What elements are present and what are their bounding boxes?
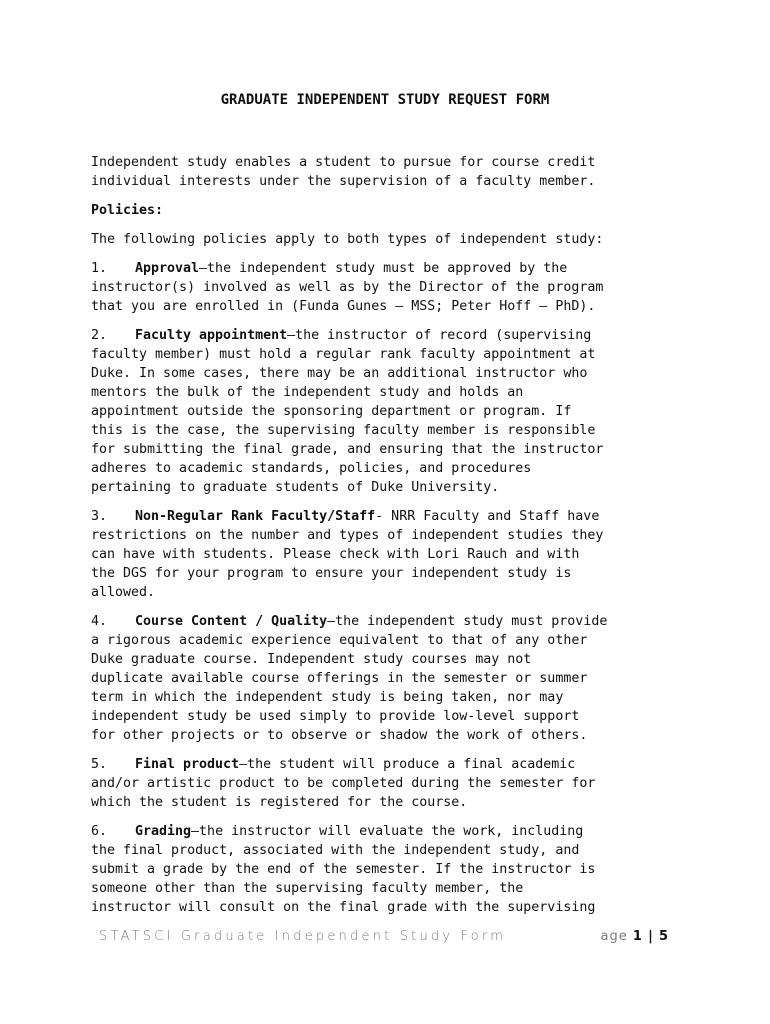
total-pages: 5 [658, 929, 669, 944]
policy-lead: Faculty appointment [135, 328, 288, 343]
policy-number: 4. [91, 614, 108, 629]
intro-paragraph: Independent study enables a student to pursue for course credit individual interests under the supervision of a faculty member. [91, 155, 596, 189]
policy-item-grading [91, 822, 679, 917]
policy-text: —the independent study must be approved by the instructor(s) involved as well as by the Director of the program that you are enrolled in (Funda Gunes – MSS; Peter Hoff – PhD). [91, 261, 604, 314]
page-separator: | [648, 929, 654, 944]
policy-item-approval [91, 259, 679, 316]
policy-number: 2. [91, 328, 108, 343]
policy-item-faculty-appointment [91, 326, 679, 497]
policy-item-non-regular-rank [91, 507, 679, 602]
policies-intro: The following policies apply to both types of independent study: [91, 232, 604, 247]
page-footer [99, 929, 669, 944]
policy-number: 6. [91, 824, 108, 839]
policy-number: 5. [91, 757, 108, 772]
policy-number: 3. [91, 509, 108, 524]
policy-item-final-product [91, 755, 679, 812]
policy-number: 1. [91, 261, 108, 276]
policy-lead: Course Content / Quality [135, 614, 328, 629]
policy-text: —the student will produce a final academic and/or artistic product to be completed during the semester for which the student is registered for the course. [91, 757, 596, 810]
current-page: 1 [632, 929, 643, 944]
policies-heading: Policies: [91, 203, 164, 218]
policy-lead: Grading [135, 824, 192, 839]
policy-text: —the independent study must provide a rigorous academic experience equivalent to that of any other Duke graduate course. Independent study courses may not duplicate available course offerings in the semester or summer term in which the independent study is being taken, nor may independent study be used simply to provide low-level support for other projects or to observe or shadow the work of others. [91, 614, 608, 743]
footer-page-prefix: age [600, 929, 628, 944]
policy-text: - NRR Faculty and Staff have restrictions on the number and types of independent studies they can have with students. Please check with Lori Rauch and with the DGS for your program to ensure your independent study is allowed. [91, 509, 604, 600]
document-body [91, 153, 679, 927]
policy-lead: Non-Regular Rank Faculty/Staff [135, 509, 376, 524]
page-title: GRADUATE INDEPENDENT STUDY REQUEST FORM [220, 92, 550, 108]
policy-text: —the instructor will evaluate the work, including the final product, associated with the independent study, and submit a grade by the end of the semester. If the instructor is someone other than the supervising faculty member, the instructor will consult on the final grade with the supervising [91, 824, 596, 915]
policy-item-course-content [91, 612, 679, 745]
policy-text: —the instructor of record (supervising faculty member) must hold a regular rank faculty appointment at Duke. In some cases, there may be an additional instructor who mentors the bulk of the independent study and holds an appointment outside the sponsoring department or program. If this is the case, the supervising faculty member is responsible for submitting the final grade, and ensuring that the instructor adheres to academic standards, policies, and procedures pertaining to graduate students of Duke University. [91, 328, 604, 495]
footer-title: STATSCI Graduate Independent Study Form [99, 929, 507, 944]
policy-lead: Approval [135, 261, 200, 276]
policy-lead: Final product [135, 757, 240, 772]
footer-page-number [601, 929, 669, 944]
